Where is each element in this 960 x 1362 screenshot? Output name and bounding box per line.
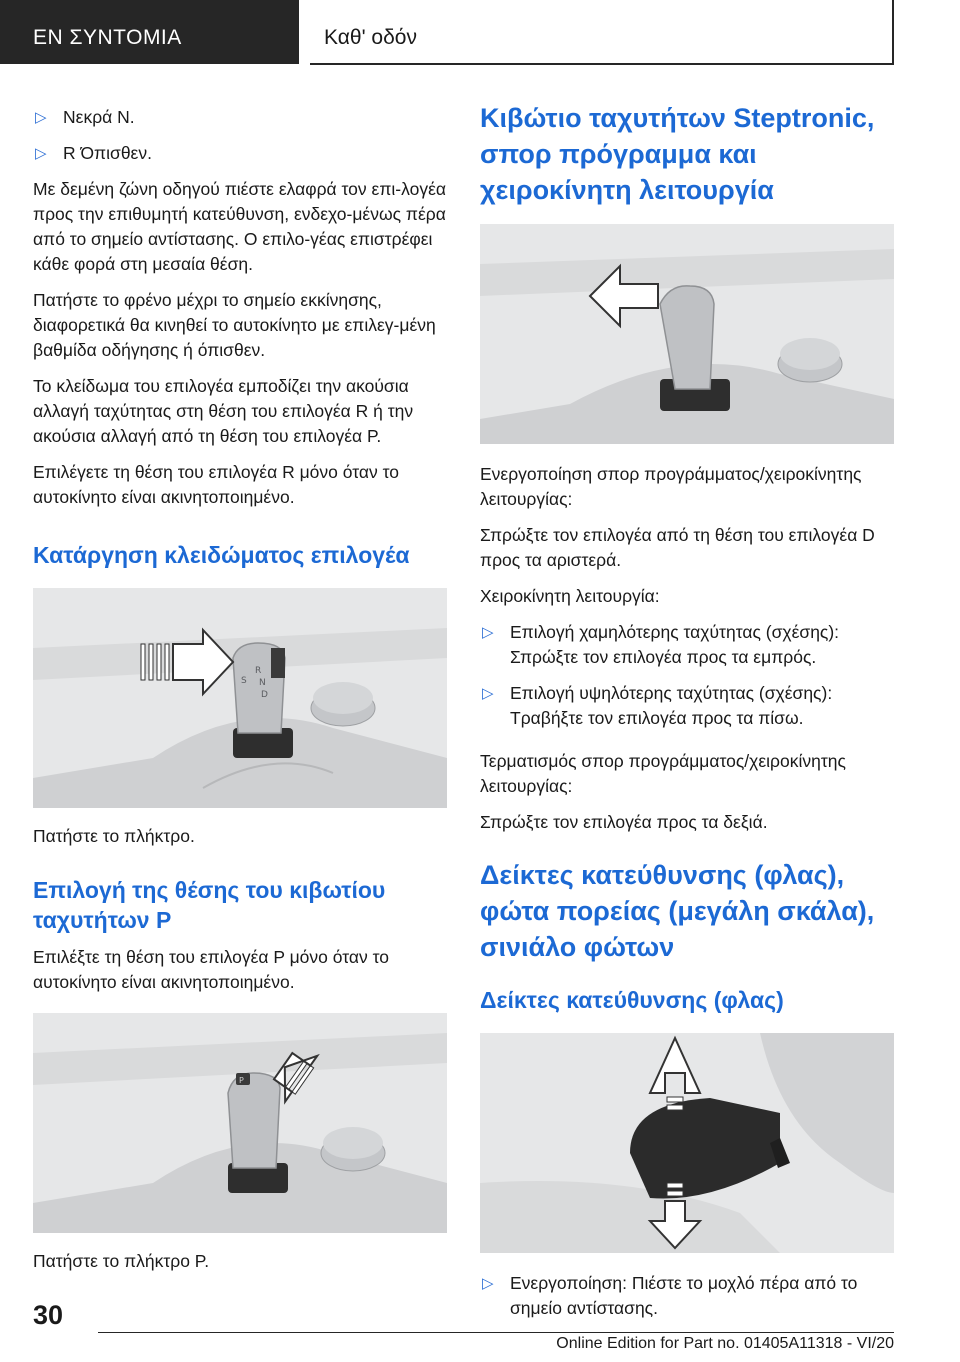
- list-item: [480, 620, 894, 670]
- triangle-bullet-icon: ▷: [482, 1275, 494, 1292]
- section-heading: Επιλογή της θέσης του κιβωτίου ταχυτήτων P: [33, 877, 386, 933]
- paragraph: Επιλέξτε τη θέση του επιλογέα P μόνο όταν το αυτοκίνητο είναι ακινητοποιημένο.: [33, 947, 390, 992]
- paragraph: Ενεργοποίηση σπορ προγράμματος/χειροκίνητης λειτουργίας:: [480, 464, 862, 509]
- steptronic-lever-photo: [480, 224, 894, 444]
- page-number: 30: [33, 1300, 64, 1330]
- chapter-title: Καθ' οδόν: [324, 26, 417, 49]
- section-tab[interactable]: [0, 0, 299, 64]
- section-heading: Κιβώτιο ταχυτήτων Steptronic, σπορ πρόγραμμα και χειροκίνητη λειτουργία: [480, 103, 875, 205]
- image-caption: Πατήστε το πλήκτρο P.: [33, 1251, 210, 1271]
- shifter-letter: R: [255, 666, 262, 676]
- footer-edition: Online Edition for Part no. 01405A11318 - VI/20: [556, 1335, 894, 1352]
- section-heading: Δείκτες κατεύθυνσης (φλας), φώτα πορείας (μεγάλη σκάλα), σινιάλο φώτων: [480, 860, 875, 962]
- list-item: [33, 105, 451, 130]
- park-button-photo: [33, 1013, 447, 1233]
- list-item-text: σημείο αντίστασης.: [510, 1298, 658, 1318]
- right-column: [480, 100, 894, 1332]
- list-item-text: Επιλογή χαμηλότερης ταχύτητας (σχέσης):: [510, 622, 840, 642]
- paragraph: Χειροκίνητη λειτουργία:: [480, 586, 660, 606]
- list-item: [480, 1271, 894, 1321]
- paragraph: Με δεμένη ζώνη οδηγού πιέστε ελαφρά τον επι-λογέα προς την επιθυμητή κατεύθυνση, ενδεχο-μένως πέρα από το σημείο αντίστασης. Ο επιλο-γέας επιστρέφει κάθε φορά στη μεσαία θέση.: [33, 179, 447, 274]
- triangle-bullet-icon: ▷: [482, 624, 494, 641]
- list-item-text: Σπρώξτε τον επιλογέα προς τα εμπρός.: [510, 647, 817, 667]
- subsection-heading: Δείκτες κατεύθυνσης (φλας): [480, 987, 784, 1013]
- list-item-text: R Όπισθεν.: [63, 143, 152, 163]
- triangle-bullet-icon: ▷: [482, 685, 494, 702]
- paragraph: Σπρώξτε τον επιλογέα προς τα δεξιά.: [480, 812, 768, 832]
- list-item-text: Τραβήξτε τον επιλογέα προς τα πίσω.: [510, 708, 804, 728]
- triangle-bullet-icon: ▷: [35, 109, 47, 126]
- gear-selector-unlock-photo: [33, 588, 447, 808]
- paragraph: Το κλείδωμα του επιλογέα εμποδίζει την ακούσια αλλαγή ταχύτητας στη θέση του επιλογέα R ή την ακούσια αλλαγή από τη θέση του επιλογέα P.: [33, 376, 414, 446]
- shifter-letter: D: [261, 690, 268, 700]
- paragraph: Τερματισμός σπορ προγράμματος/χειροκίνητης λειτουργίας:: [480, 751, 846, 796]
- list-item: [480, 681, 894, 731]
- triangle-bullet-icon: ▷: [35, 145, 47, 162]
- footer-divider: [98, 1332, 894, 1333]
- section-heading: Κατάργηση κλειδώματος επιλογέα: [33, 542, 410, 568]
- list-item-text: Ενεργοποίηση: Πιέστε το μοχλό πέρα από το: [510, 1273, 858, 1293]
- list-item-text: Νεκρά N.: [63, 107, 135, 127]
- list-item: [33, 141, 451, 166]
- chapter-header: [310, 0, 894, 65]
- section-tab-label: ΕΝ ΣΥΝΤΟΜΙΑ: [33, 26, 182, 49]
- turn-signal-lever-photo: [480, 1033, 894, 1253]
- shifter-letter: N: [259, 678, 266, 688]
- image-caption: Πατήστε το πλήκτρο.: [33, 826, 195, 846]
- shifter-letter: S: [241, 676, 247, 686]
- paragraph: Πατήστε το φρένο μέχρι το σημείο εκκίνησης, διαφορετικά θα κινηθεί το αυτοκίνητο με επιλεγ-μένη βαθμίδα οδήγησης ή όπισθεν.: [33, 290, 436, 360]
- paragraph: Επιλέγετε τη θέση του επιλογέα R μόνο όταν το αυτοκίνητο είναι ακινητοποιημένο.: [33, 462, 400, 507]
- paragraph: Σπρώξτε τον επιλογέα από τη θέση του επιλογέα D προς τα αριστερά.: [480, 525, 875, 570]
- left-column: [33, 105, 451, 1285]
- list-item-text: Επιλογή υψηλότερης ταχύτητας (σχέσης):: [510, 683, 833, 703]
- shifter-letter: P: [239, 1076, 244, 1085]
